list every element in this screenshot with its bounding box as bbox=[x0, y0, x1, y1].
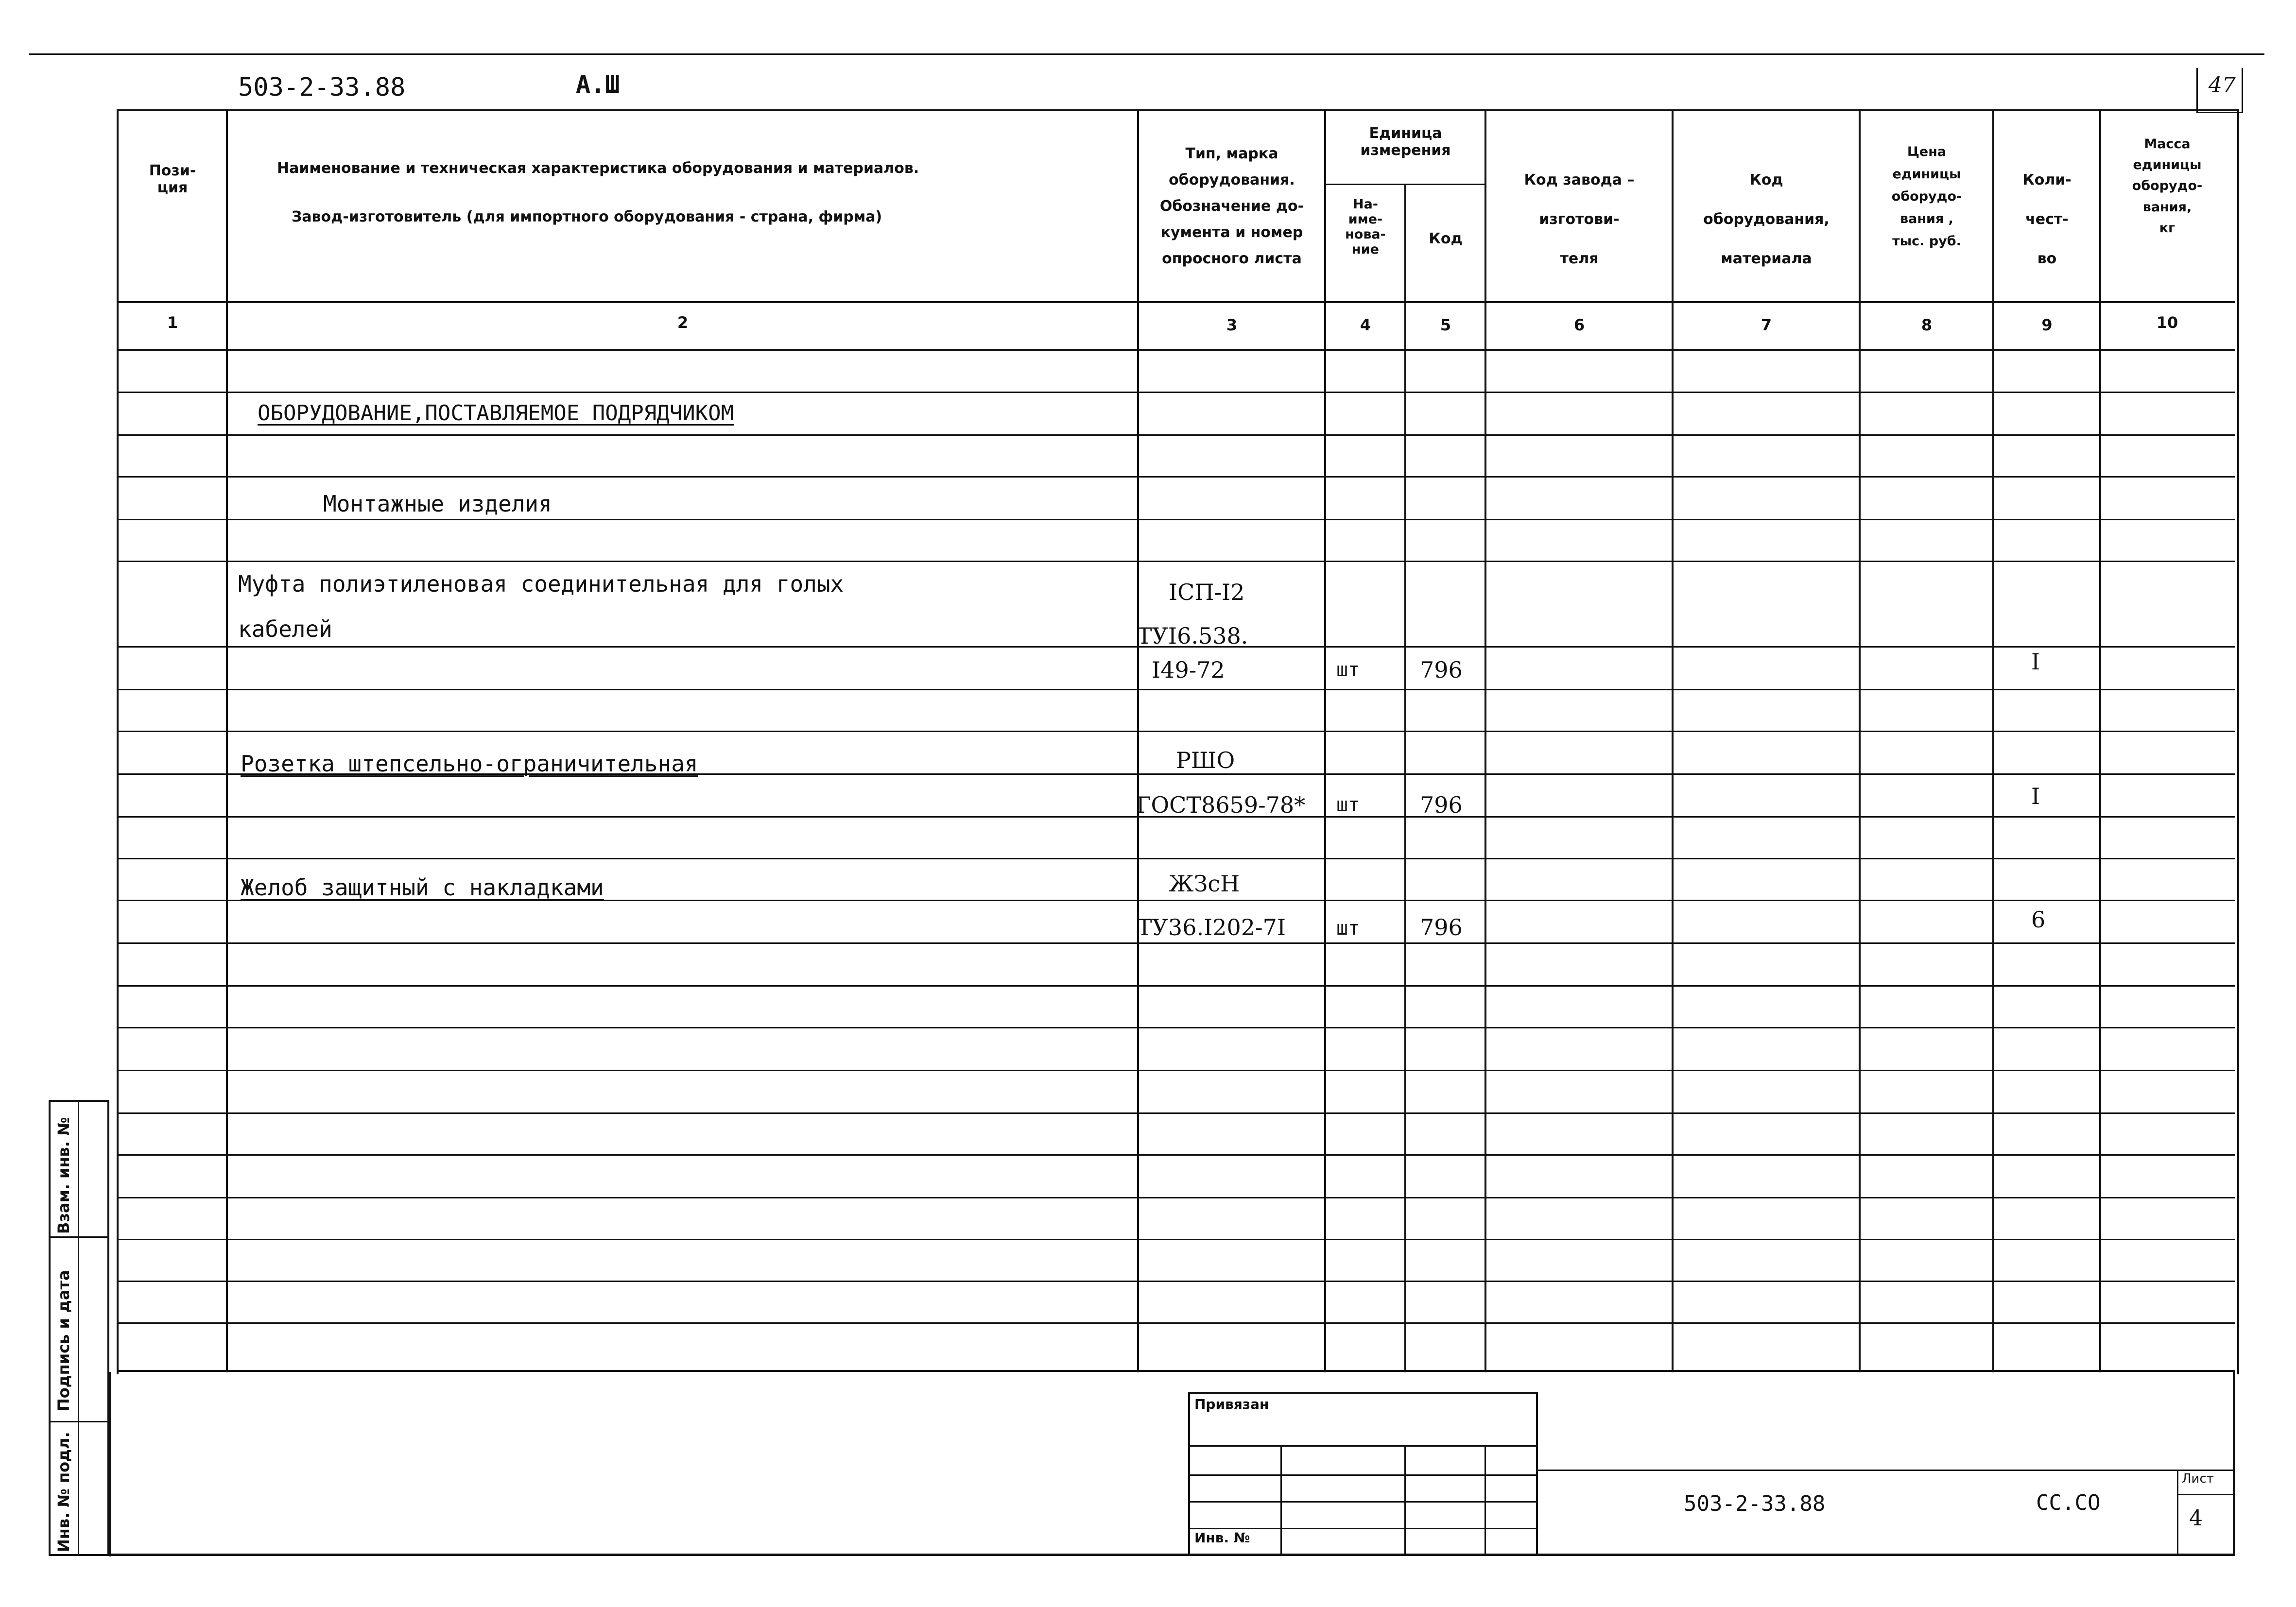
subsection-title: Монтажные изделия bbox=[323, 491, 552, 517]
item-1-type-line3: I49-72 bbox=[1152, 657, 1225, 683]
header-bottom-line bbox=[117, 301, 2235, 303]
colnum-8: 8 bbox=[1921, 316, 1933, 334]
colnum-2: 2 bbox=[677, 313, 689, 332]
col-header-unit-code: Код bbox=[1429, 230, 1463, 247]
col-header-unit-group-label: Единица измерения bbox=[1360, 125, 1451, 159]
col-header-maker-code: Код завода – изготови- теля bbox=[1524, 171, 1635, 267]
stamp-privyazan-label: Привязан bbox=[1194, 1396, 1269, 1412]
item-1-unit-code: 796 bbox=[1420, 657, 1463, 683]
item-2-unit-code: 796 bbox=[1420, 792, 1463, 818]
row-line bbox=[117, 1112, 2235, 1114]
row-line bbox=[117, 1322, 2235, 1324]
col-line-4 bbox=[1404, 185, 1406, 1372]
header-doc-code: 503-2-33.88 bbox=[238, 73, 406, 102]
item-3-unit-code: 796 bbox=[1420, 914, 1463, 940]
title-block-mark: СС.СО bbox=[2036, 1490, 2101, 1515]
colnum-5: 5 bbox=[1440, 316, 1451, 334]
colnum-6: 6 bbox=[1573, 316, 1585, 334]
side-label-vzam: Взам. инв. № bbox=[54, 1117, 73, 1234]
colnum-bottom-line bbox=[117, 349, 2235, 351]
col-header-unit-name: На- име- нова- ние bbox=[1345, 197, 1386, 257]
row-line bbox=[117, 476, 2235, 478]
item-1-type-line2: ТУI6.538. bbox=[1137, 623, 1248, 649]
stamp-inv-no-label: Инв. № bbox=[1194, 1530, 1250, 1546]
row-line bbox=[117, 1154, 2235, 1156]
top-border-line bbox=[29, 53, 2264, 55]
col-header-name-line1: Наименование и техническая характеристика оборудования и материалов. bbox=[277, 160, 919, 177]
col-header-price: Цена единицы оборудо- вания , тыс. руб. bbox=[1891, 144, 1962, 249]
item-1-quantity: I bbox=[2031, 649, 2040, 675]
col-line-9 bbox=[2099, 109, 2101, 1372]
row-line bbox=[117, 985, 2235, 987]
col-line-3 bbox=[1324, 109, 1326, 1372]
item-1-type-line1: ICП-I2 bbox=[1169, 579, 1245, 605]
item-1-unit: шт bbox=[1336, 659, 1360, 681]
item-3-name: Желоб защитный с накладками bbox=[241, 874, 604, 901]
list-box-divider bbox=[2177, 1494, 2234, 1495]
col-header-mass: Масса единицы оборудо- вания, кг bbox=[2132, 137, 2203, 236]
stamp-vline-2 bbox=[1404, 1445, 1406, 1556]
list-label: Лист bbox=[2182, 1471, 2214, 1486]
item-2-unit: шт bbox=[1336, 794, 1360, 816]
left-margin-row-2 bbox=[49, 1421, 109, 1422]
left-margin-divider bbox=[78, 1100, 79, 1556]
row-line bbox=[117, 519, 2235, 520]
item-3-unit: шт bbox=[1336, 917, 1360, 940]
row-line bbox=[117, 434, 2235, 436]
left-margin-row-1 bbox=[49, 1236, 109, 1238]
list-box-left-line bbox=[2177, 1470, 2178, 1556]
item-1-name-line2: кабелей bbox=[238, 616, 332, 642]
row-line bbox=[117, 1197, 2235, 1198]
colnum-4: 4 bbox=[1360, 316, 1371, 334]
bottom-border-line bbox=[109, 1554, 2235, 1556]
col-header-name-line2: Завод-изготовитель (для импортного оборудования - страна, фирма) bbox=[292, 208, 882, 225]
col-header-equipment-code: Код оборудования, материала bbox=[1703, 171, 1830, 267]
colnum-3: 3 bbox=[1226, 316, 1238, 334]
colnum-1: 1 bbox=[167, 313, 178, 332]
stamp-vline-1 bbox=[1280, 1445, 1282, 1556]
item-2-name: Розетка штепсельно-ограничительная bbox=[241, 751, 698, 777]
right-border-line bbox=[2233, 1372, 2235, 1556]
item-3-quantity: 6 bbox=[2031, 906, 2046, 933]
row-line bbox=[117, 1027, 2235, 1028]
col-header-quantity: Коли- чест- во bbox=[2022, 171, 2072, 267]
sheet-corner-number: 47 bbox=[2209, 73, 2236, 98]
row-line bbox=[117, 1281, 2235, 1282]
row-line bbox=[117, 942, 2235, 944]
item-1-name-line1: Муфта полиэтиленовая соединительная для голых bbox=[238, 571, 844, 597]
row-line bbox=[117, 1239, 2235, 1240]
main-table-frame bbox=[117, 109, 2239, 1374]
col-line-1 bbox=[226, 109, 228, 1372]
col-line-2 bbox=[1137, 109, 1139, 1372]
colnum-9: 9 bbox=[2041, 316, 2053, 334]
stamp-vline-3 bbox=[1485, 1445, 1486, 1556]
side-label-podpis: Подпись и дата bbox=[54, 1270, 73, 1411]
col-header-position: Пози- ция bbox=[149, 162, 196, 196]
item-3-type-line1: ЖЗсН bbox=[1169, 871, 1240, 897]
list-number: 4 bbox=[2189, 1506, 2203, 1531]
colnum-7: 7 bbox=[1761, 316, 1772, 334]
col-line-6 bbox=[1672, 109, 1674, 1372]
item-2-type-line2: ГОСТ8659-78* bbox=[1136, 792, 1306, 818]
title-block-doc-code: 503-2-33.88 bbox=[1684, 1491, 1826, 1516]
unit-group-divider bbox=[1324, 184, 1486, 185]
row-line bbox=[117, 392, 2235, 393]
row-line bbox=[117, 689, 2235, 690]
row-line bbox=[117, 1070, 2235, 1071]
header-album: А.Ш bbox=[576, 70, 620, 99]
row-line bbox=[117, 858, 2235, 859]
colnum-10: 10 bbox=[2156, 313, 2178, 332]
col-line-8 bbox=[1992, 109, 1994, 1372]
row-line bbox=[117, 731, 2235, 732]
item-2-quantity: I bbox=[2031, 783, 2040, 809]
lower-frame-left bbox=[109, 1372, 2237, 1556]
title-block-top-line bbox=[1538, 1470, 2233, 1471]
item-3-type-line2: ТУ36.I202-7I bbox=[1137, 914, 1286, 940]
side-label-inv-podl: Инв. № подл. bbox=[54, 1432, 73, 1552]
col-header-type: Тип, марка оборудования. Обозначение до- кумента и номер опросного листа bbox=[1159, 145, 1304, 267]
row-line bbox=[117, 561, 2235, 562]
col-line-5 bbox=[1485, 109, 1486, 1372]
col-line-7 bbox=[1859, 109, 1861, 1372]
section-title: ОБОРУДОВАНИЕ,ПОСТАВЛЯЕМОЕ ПОДРЯДЧИКОМ bbox=[258, 401, 734, 426]
item-2-type-line1: РШО bbox=[1176, 747, 1235, 773]
